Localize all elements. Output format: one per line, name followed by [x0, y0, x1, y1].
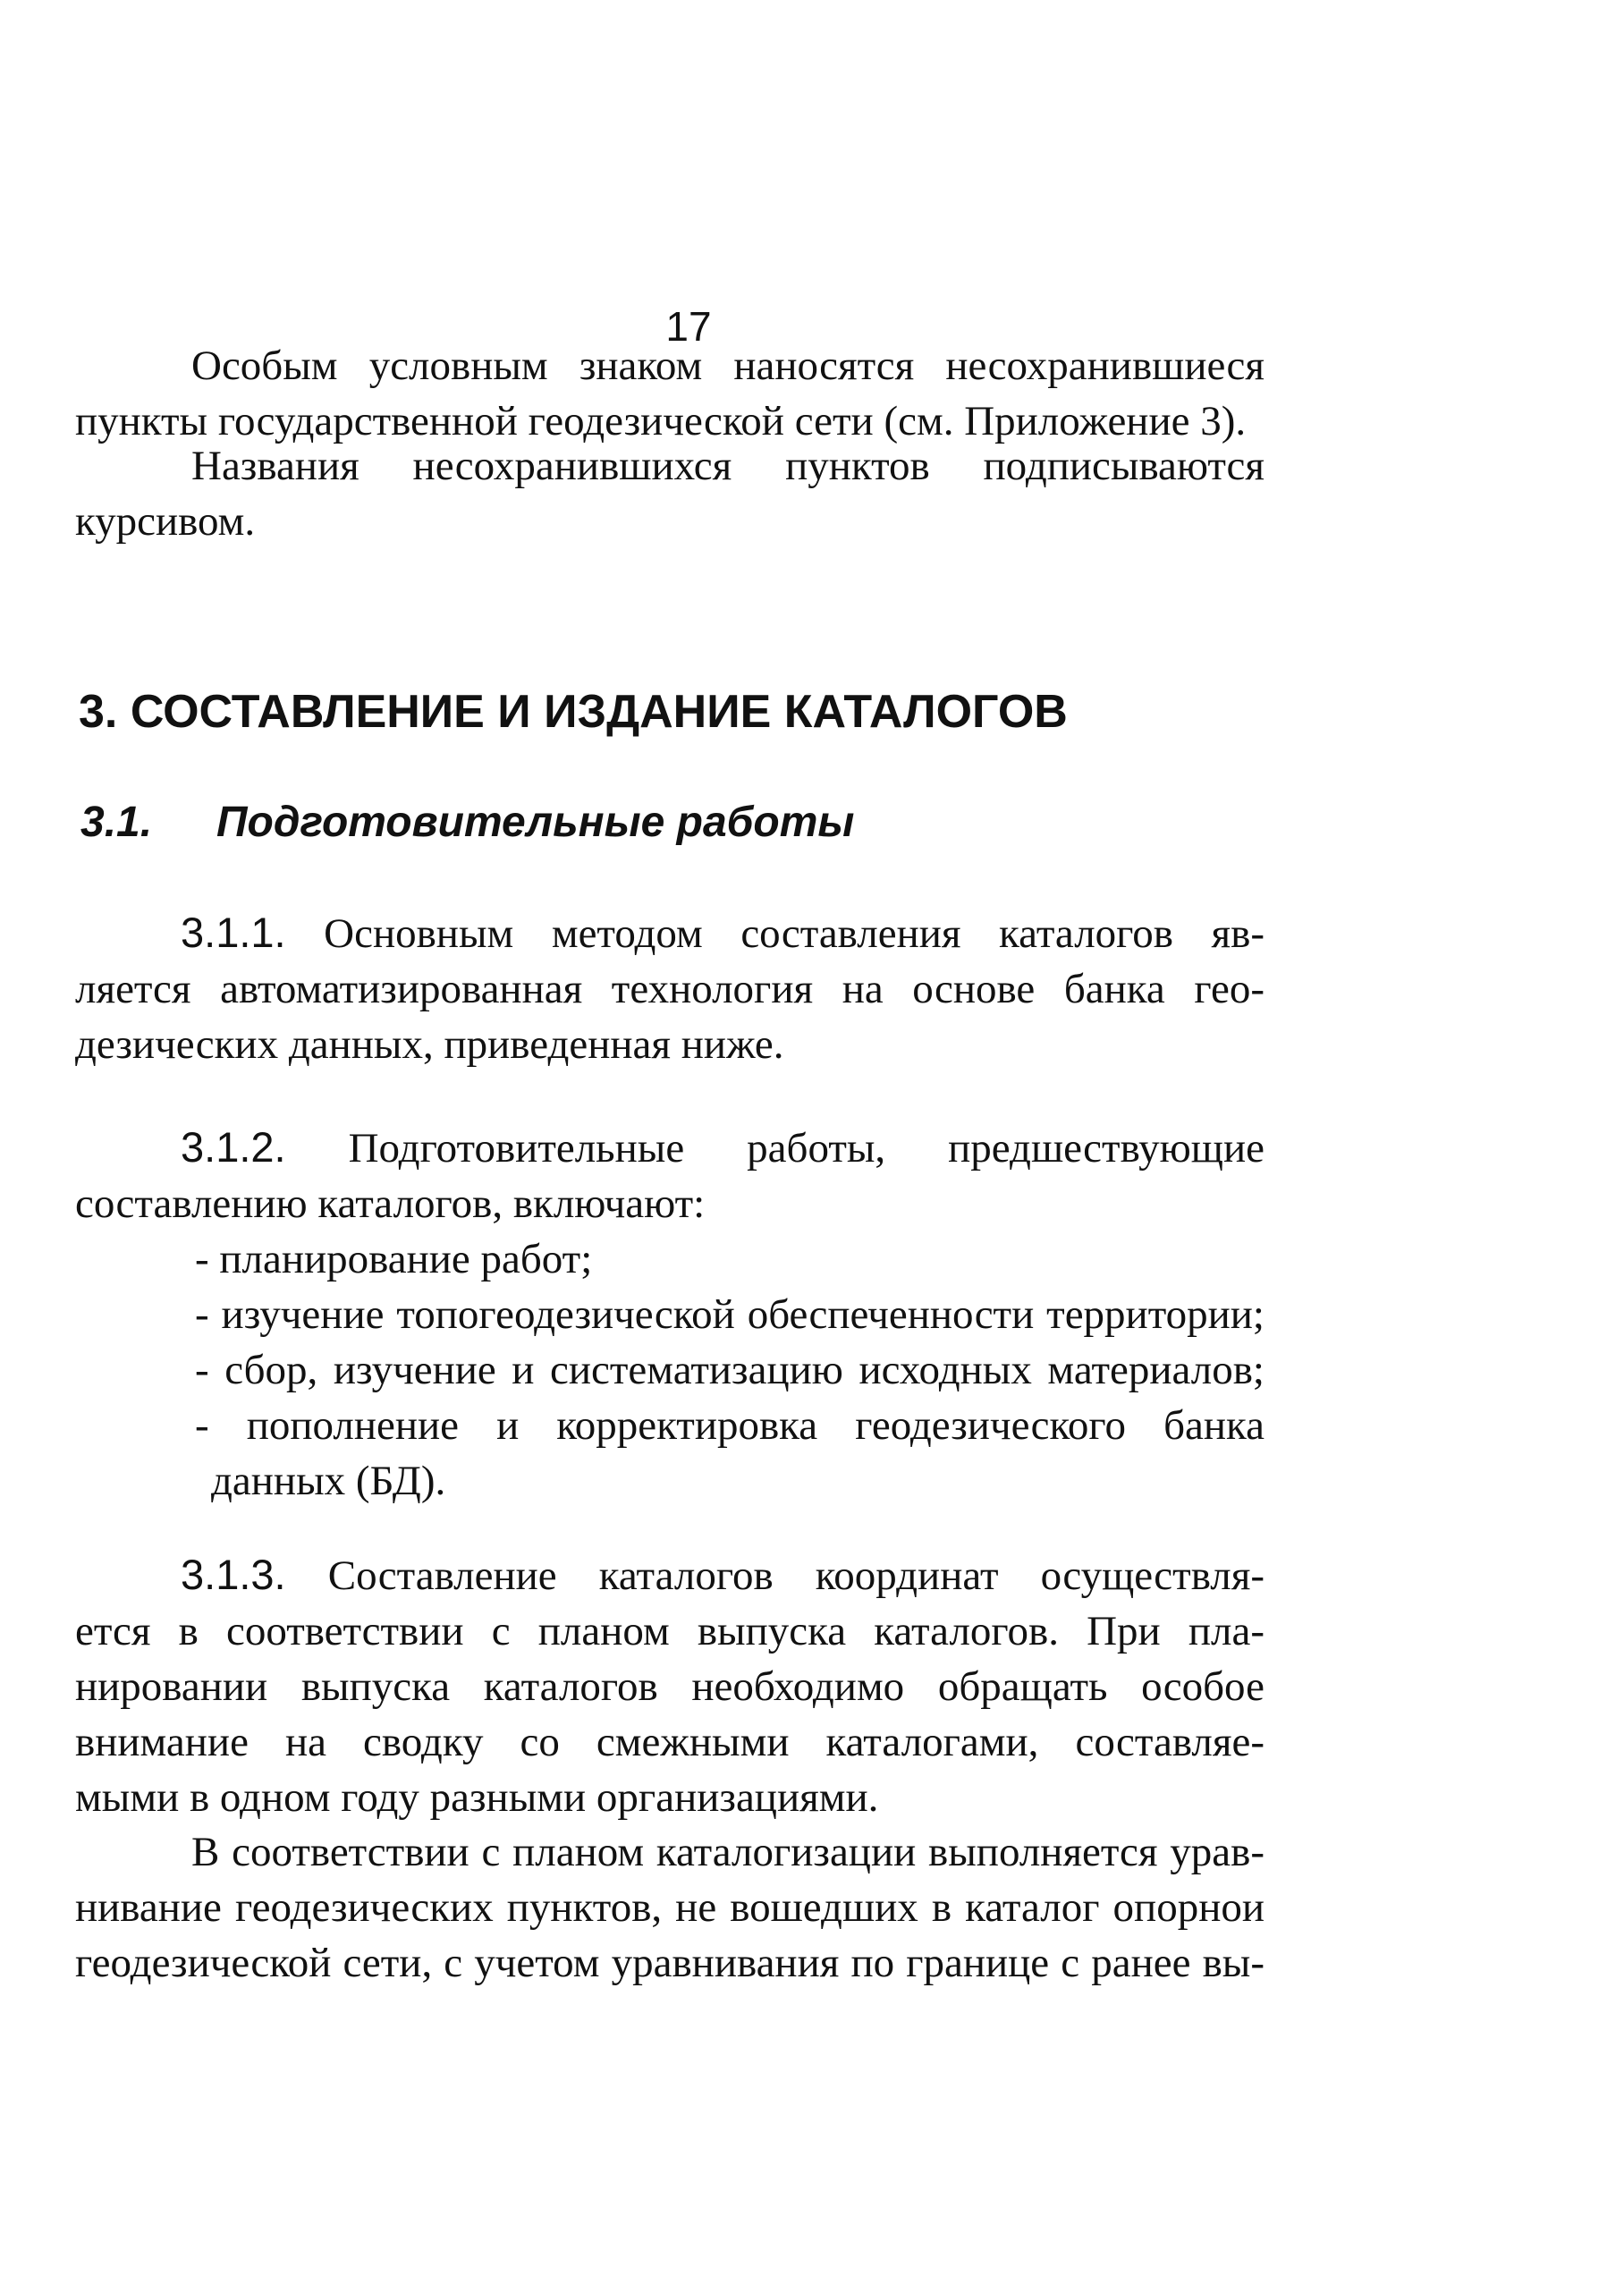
text-line: [75, 1547, 1265, 1603]
text-line: Названия несохранившихся пунктов подписываются: [191, 443, 1265, 489]
subsection-heading: [80, 796, 854, 850]
list-item: - планирование работ;: [195, 1236, 593, 1282]
text-line: [75, 905, 1265, 961]
list-item: - пополнение и корректировка геодезического банка: [195, 1402, 1265, 1449]
text-line: составлению каталогов, включают:: [75, 1180, 706, 1227]
subsection-number: 3.1.: [80, 799, 153, 846]
paragraph-number: 3.1.2.: [181, 1123, 286, 1171]
paragraph-3-1-3: [75, 1547, 1265, 1825]
paragraph-number: 3.1.3.: [181, 1551, 286, 1598]
paragraph-text: Основным методом составления каталогов яв-: [285, 910, 1265, 957]
subsection-title: Подготовительные работы: [216, 799, 855, 846]
text-line: ляется автоматизированная технология на основе банка гео-: [75, 966, 1265, 1012]
section-heading: 3. СОСТАВЛЕНИЕ И ИЗДАНИЕ КАТАЛОГОВ: [79, 686, 1068, 738]
text-line: мыми в одном году разными организациями.: [75, 1774, 879, 1821]
text-line: пункты государственной геодезической сети (см. Приложение 3).: [75, 398, 1247, 444]
text-line: нировании выпуска каталогов необходимо обращать особое: [75, 1663, 1265, 1710]
intro-paragraph-2: [75, 438, 1265, 549]
text-line: геодезической сети, с учетом уравнивания по границе с ранее вы-: [75, 1940, 1265, 1986]
paragraph-3-1-1: [75, 905, 1265, 1072]
text-line: Особым условным знаком наносятся несохранившиеся: [191, 343, 1265, 389]
page-number: 17: [665, 303, 712, 350]
list-item-continuation: данных (БД).: [211, 1458, 446, 1504]
text-line: В соответствии с планом каталогизации выполняется урав-: [191, 1829, 1265, 1875]
paragraph-3-1-2: [75, 1120, 1265, 1509]
intro-paragraph-1: [75, 338, 1265, 449]
text-line: дезических данных, приведенная ниже.: [75, 1021, 784, 1068]
paragraph-number: 3.1.1.: [181, 909, 286, 956]
paragraph-text: Составление каталогов координат осуществля-: [285, 1552, 1265, 1599]
text-line: [75, 1120, 1265, 1176]
text-line: курсивом.: [75, 498, 256, 545]
text-line: внимание на сводку со смежными каталогами, составляе-: [75, 1719, 1265, 1765]
text-line: нивание геодезических пунктов, не вошедших в каталог опорнои: [75, 1884, 1265, 1931]
paragraph-text: Подготовительные работы, предшествующие: [285, 1125, 1265, 1172]
paragraph-final: [75, 1824, 1265, 1991]
list-item: - сбор, изучение и систематизацию исходных материалов;: [195, 1347, 1265, 1393]
list-item: - изучение топогеодезической обеспеченности территории;: [195, 1291, 1265, 1338]
text-line: ется в соответствии с планом выпуска каталогов. При пла-: [75, 1608, 1265, 1654]
